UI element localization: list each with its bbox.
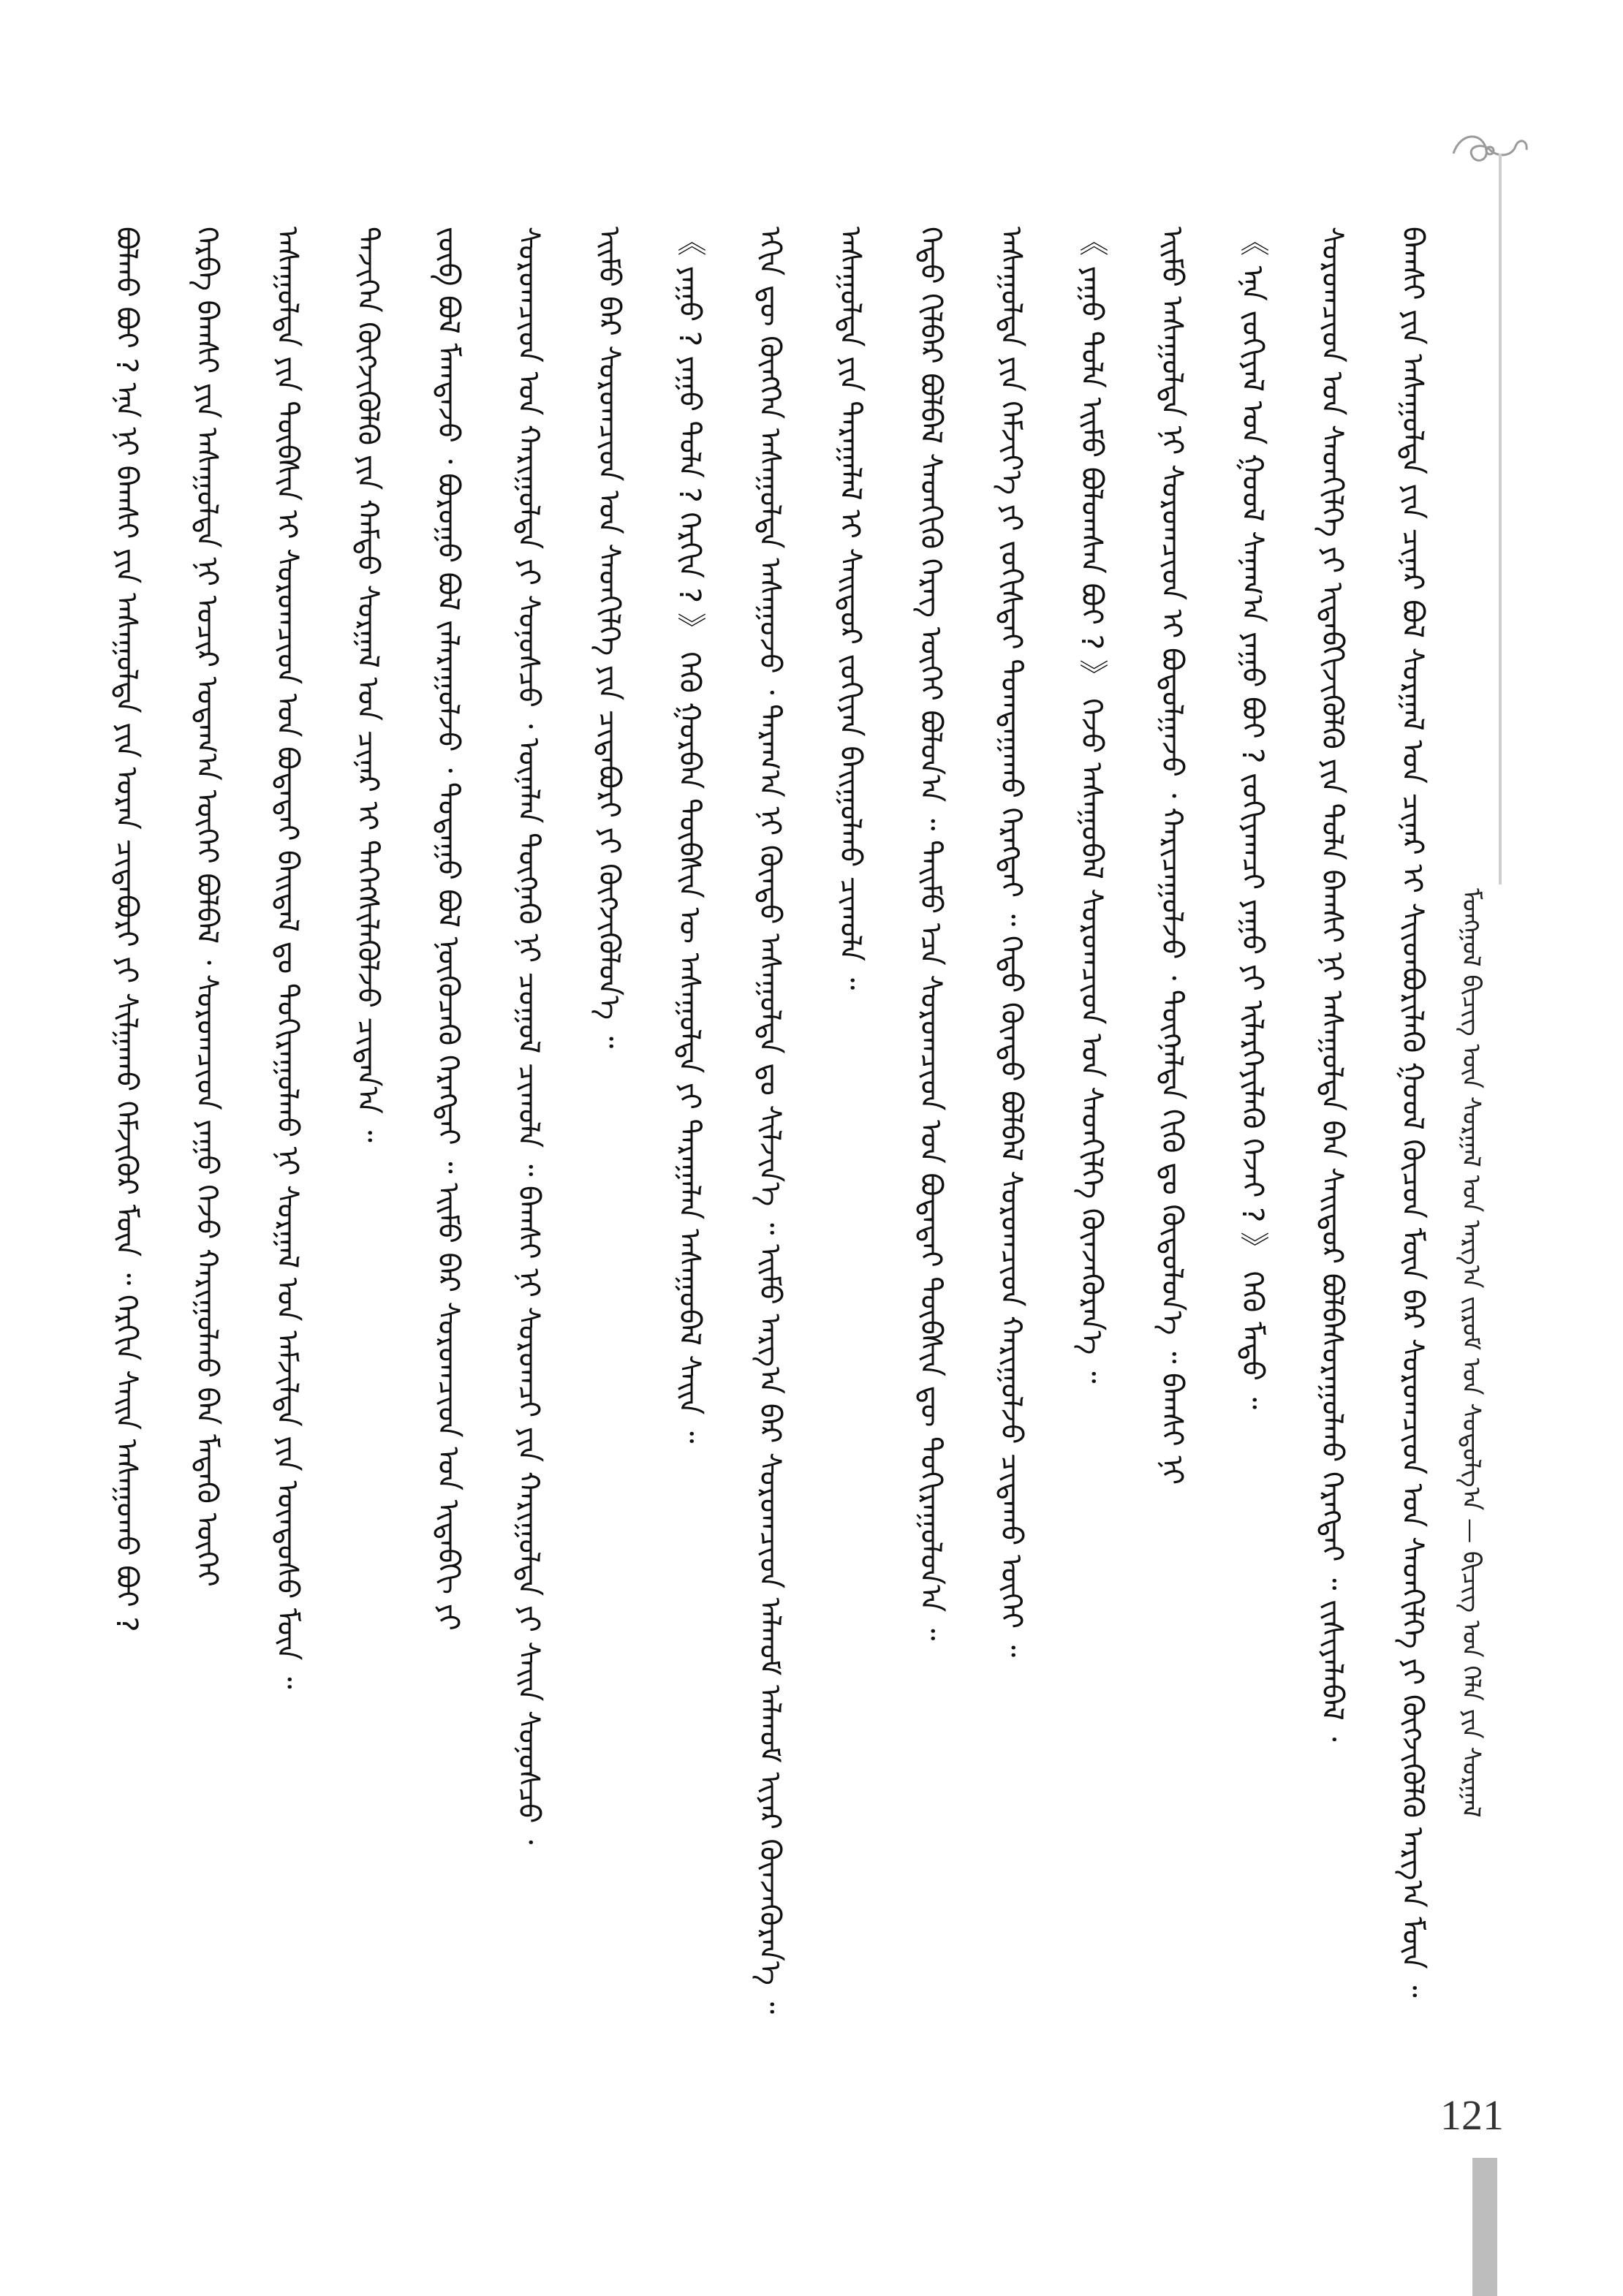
text-column: ᠡᠢᠮᠦ ᠠᠰᠠᠭᠤᠯᠲᠠ ᠨᠢ ᠰᠤᠷᠤᠭᠴᠢᠳ ᠢ ᠪᠣᠳᠣᠯᠭᠠᠵᠤ ᠂ ᠬᠠᠷᠢᠴᠠᠭᠤᠯᠵᠤ ᠂ ᠳᠦᠭᠨᠡᠯᠲᠡ ᠬᠢᠬᠦ ᠳᠤ ᠬᠥᠲᠦᠯᠦᠨ᠎ᠡ ᠃ ᠪᠠᠭᠰᠢ ᠨᠢ <box>1155 227 1189 1485</box>
text-column: ᠡᠢᠮᠦ ᠪᠠᠷ ᠰᠤᠷᠤᠭᠴᠢᠳ ᠤᠨ ᠰᠡᠳᠬᠢᠯᠭᠡ ᠶᠢᠨ ᠴᠢᠳᠠᠪᠤᠷᠢ ᠶᠢ ᠬᠥᠭᠵᠢᠭᠦᠯᠦᠨ᠎ᠡ ᠃ <box>592 227 626 1049</box>
text-column: ᠪᠠᠭᠰᠢ ᠶᠢᠨ ᠠᠰᠠᠭᠤᠯᠲᠠ ᠶᠢᠨ ᠴᠢᠨᠠᠷ ᠪᠣᠯ ᠰᠤᠷᠭᠠᠯ ᠤᠨ ᠴᠢᠨᠠᠷ ᠢ ᠰᠢᠢᠳᠪᠦᠷᠢᠯᠡᠬᠦ ᠭᠣᠣᠯ ᠬᠦᠴᠦᠨ ᠮᠥᠨ ᠪᠡᠷ ᠰᠤᠷᠤᠭᠴᠢᠳ ᠤᠨ ᠰᠡᠳᠬᠢᠯᠭᠡ ᠶᠢ ᠬᠥᠭᠵᠢᠭᠦᠯᠬᠦ ᠠᠷᠭ᠎ᠠ ᠮᠥᠨ ᠃ <box>1396 227 1429 1998</box>
text-column: ᠰᠤᠷᠤᠭᠴᠢᠳ ᠤᠨ ᠬᠠᠷᠢᠭᠤᠯᠲᠠ ᠶᠢ ᠰᠣᠨᠣᠰᠴᠤ ᠂ ᠦᠨᠡᠯᠡᠨ ᠳᠦᠭᠨᠡᠬᠦ ᠨᠢ ᠴᠤᠭᠤᠯ ᠴᠢᠬᠤᠯᠠ ᠃ ᠪᠠᠭᠰᠢ ᠨᠢ ᠰᠤᠷᠤᠭᠴᠢ ᠶᠢᠨ ᠬᠠᠷᠢᠭᠤᠯᠲᠠ ᠶᠢ ᠰᠠᠢᠨ ᠰᠣᠨᠣᠰᠴᠤ ᠂ <box>512 227 545 1845</box>
text-column: ᠬᠡᠷᠪᠡ ᠪᠠᠭᠰᠢ ᠶᠢᠨ ᠠᠰᠠᠭᠤᠯᠲᠠ ᠨᠢ ᠤᠴᠢᠷ ᠤᠲᠠᠭ᠎ᠠ ᠦᠭᠡᠢ ᠪᠣᠯᠪᠠᠯ ᠂ ᠰᠤᠷᠤᠭᠴᠢᠳ ᠶᠠᠭᠤ ᠭᠡᠵᠦ ᠬᠠᠷᠢᠭᠤᠯᠬᠤ ᠪᠠᠨ ᠮᠡᠳᠡᠬᠦ ᠦᠭᠡᠢ <box>190 227 224 1587</box>
text-column: 《 ᠶᠠᠭᠤ ᠲᠤᠯᠠ ᠡᠢᠮᠦ ᠪᠣᠯᠤᠭᠰᠠᠨ ᠪᠤᠢ ? 》 ᠭᠡᠵᠦ ᠠᠰᠠᠭᠤᠪᠠᠯ ᠰᠤᠷᠤᠭᠴᠢᠳ ᠤᠨ ᠰᠡᠳᠬᠢᠯᠭᠡ ᠭᠦᠨᠵᠡᠭᠦᠷᠡᠨ᠎ᠡ ᠃ <box>1075 227 1108 1384</box>
text-column: ᠬᠡᠲᠦ ᠬᠢᠯᠪᠠᠷ ᠪᠣᠯᠪᠠᠯ ᠰᠡᠳᠬᠢᠬᠦ ᠬᠡᠷᠡᠭ ᠦᠭᠡᠢ ᠪᠣᠯᠣᠨ᠎ᠠ ᠃ ᠲᠡᠢᠮᠦ ᠡᠴᠡ ᠰᠤᠷᠤᠭᠴᠢᠳ ᠤᠨ ᠪᠣᠳᠠᠳᠠᠢ ᠲᠥᠪᠰᠢᠨ ᠳᠦ ᠲᠣᠬᠢᠷᠠᠭᠤᠯᠤᠨ᠎ᠠ ᠃ <box>914 227 947 1641</box>
header-ornament-icon <box>1446 124 1534 175</box>
text-column: 《 ᠶᠠᠭᠤ ? ᠶᠠᠭᠤ ᠲᠤᠯᠠ ? ᠬᠡᠷᠬᠢᠨ ? 》 ᠭᠡᠬᠦ ᠭᠤᠷᠪᠠᠨ ᠲᠦᠪᠰᠢᠨ ᠦ ᠠᠰᠠᠭᠤᠯᠲᠠ ᠶᠢ ᠳᠠᠷᠠᠭᠠᠯᠠᠨ ᠠᠰᠠᠭᠤᠪᠠᠯ ᠰᠠᠢᠨ ᠃ <box>673 227 706 1444</box>
text-column: ᠠᠰᠠᠭᠤᠯᠲᠠ ᠶᠢᠨ ᠲᠦᠪᠰᠢᠨ ᠢ ᠰᠤᠷᠤᠭᠴᠢᠳ ᠤᠨ ᠪᠣᠳᠠᠳᠠᠢ ᠪᠠᠢᠳᠠᠯ ᠳᠤ ᠲᠣᠬᠢᠷᠠᠭᠤᠯᠬᠤ ᠨᠢ ᠰᠤᠷᠭᠠᠯ ᠤᠨ ᠠᠮᠵᠢᠯᠲᠠ ᠶᠢᠨ ᠦᠨᠳᠦᠰᠦ ᠮᠥᠨ ᠃ <box>270 227 304 1689</box>
text-column: ᠪᠣᠯᠬᠤ ᠪᠤᠢ ? ᠡᠨᠡ ᠨᠢ ᠪᠠᠭᠰᠢ ᠶᠢᠨ ᠠᠰᠠᠭᠤᠯᠲᠠ ᠶᠢᠨ ᠤᠷᠠᠨ ᠴᠢᠳᠠᠪᠤᠷᠢ ᠶᠢ ᠰᠢᠯᠭᠠᠬᠤ ᠬᠡᠮᠵᠢᠭᠦᠷ ᠮᠥᠨ ᠃ ᠬᠡᠷᠬᠢᠨ ᠰᠠᠢᠨ ᠠᠰᠠᠭᠤᠬᠤ ᠪᠤᠢ ? <box>110 227 143 1632</box>
text-column: ᠵᠥᠪ ᠪᠣᠯ ᠮᠠᠭᠲᠠᠵᠤ ᠂ ᠪᠤᠷᠤᠭᠤ ᠪᠣᠯ ᠵᠠᠯᠠᠷᠠᠭᠤᠯᠵᠤ ᠂ ᠳᠤᠲᠠᠭᠤ ᠪᠣᠯ ᠨᠥᠭᠥᠴᠡᠬᠦ ᠬᠡᠷᠡᠭᠲᠡᠢ ᠃ ᠡᠢᠮᠦ ᠪᠠᠷ ᠰᠤᠷᠤᠭᠴᠢᠳ ᠤᠨ ᠢᠳᠡᠪᠬᠢ ᠶᠢ <box>431 227 465 1631</box>
text-column: ᠠᠰᠠᠭᠤᠯᠲᠠ ᠶᠢᠨ ᠳᠠᠷᠠᠭᠠᠯᠠᠯ ᠢ ᠰᠠᠢᠲᠤᠷ ᠵᠣᠬᠢᠶᠠᠨ ᠪᠠᠢᠭᠤᠯᠬᠤ ᠴᠢᠬᠤᠯᠠ ᠃ <box>833 227 867 990</box>
text-column: ᠲᠡᠵᠢᠭᠡᠨ ᠬᠥᠭᠵᠢᠭᠦᠯᠬᠦ ᠶᠢᠨ ᠬᠠᠮᠲᠤ ᠰᠤᠷᠭᠠᠯ ᠤᠨ ᠴᠢᠨᠠᠷ ᠢ ᠳᠡᠭᠡᠭᠰᠢᠯᠡᠭᠦᠯᠵᠦ ᠴᠢᠳᠠᠨ᠎ᠠ ᠃ <box>351 227 385 1143</box>
text-column: ᠡᠬᠢᠨ ᠳᠦ ᠬᠥᠩᠭᠡᠨ ᠠᠰᠠᠭᠤᠯᠲᠠ ᠠᠰᠠᠭᠤᠵᠤ ᠂ ᠳᠠᠷᠠᠭ᠎ᠠ ᠨᠢ ᠬᠦᠨᠳᠦ ᠠᠰᠠᠭᠤᠯᠲᠠ ᠳᠤ ᠰᠢᠯᠵᠢᠨ᠎ᠡ ᠃ ᠡᠢᠮᠦ ᠠᠷᠭ᠎ᠠ ᠪᠠᠷ ᠰᠤᠷᠤᠭᠴᠢᠳ ᠠᠯᠬᠤᠮ ᠠᠯᠬᠤᠮ ᠢᠶᠠᠷ ᠭᠦᠨᠵᠡᠭᠦᠷᠡᠨ᠎ᠡ ᠃ <box>753 227 787 2015</box>
page-number: 121 <box>1440 2091 1504 2139</box>
thumb-tab <box>1472 2158 1497 2296</box>
text-column: ᠰᠤᠷᠤᠭᠴᠢᠳ ᠤᠨ ᠰᠡᠳᠬᠢᠯᠭᠡ ᠶᠢ ᠢᠳᠡᠪᠬᠢᠵᠢᠭᠦᠯᠬᠦ ᠶᠢᠨ ᠲᠤᠯᠠ ᠪᠠᠭᠰᠢ ᠨᠢ ᠠᠰᠠᠭᠤᠯᠲᠠ ᠪᠠᠨ ᠰᠠᠢᠲᠤᠷ ᠪᠣᠯᠪᠠᠰᠤᠷᠠᠭᠤᠯᠬᠤ ᠬᠡᠷᠡᠭᠲᠡᠢ ᠃ ᠵᠢᠱᠢᠶᠡᠯᠡᠪᠡᠯ ᠂ <box>1315 227 1349 1742</box>
text-column: 《 ᠡᠨᠡ ᠵᠣᠬᠢᠶᠠᠯ ᠤᠨ ᠭᠣᠣᠯ ᠰᠠᠨᠠᠭ᠎ᠠ ᠶᠠᠭᠤ ᠪᠤᠢ ? ᠵᠣᠬᠢᠶᠠᠭᠴᠢ ᠶᠠᠭᠤ ᠶᠢ ᠢᠯᠡᠷᠬᠡᠶᠢᠯᠡᠬᠦ ᠭᠡᠵᠡᠢ ? 》 ᠭᠡᠬᠦ ᠮᠡᠲᠦ ᠃ <box>1236 227 1269 1410</box>
text-column: ᠠᠰᠠᠭᠤᠯᠲᠠ ᠶᠢᠨ ᠬᠡᠮᠵᠢᠶ᠎ᠡ ᠶᠢ ᠵᠣᠬᠢᠰᠲᠠᠢ ᠲᠣᠭᠲᠠᠭᠠᠬᠤ ᠬᠡᠷᠡᠭᠲᠡᠢ ᠃ ᠬᠡᠲᠦ ᠬᠦᠨᠳᠦ ᠪᠣᠯᠪᠠᠯ ᠰᠤᠷᠤᠭᠴᠢᠳ ᠬᠠᠷᠢᠭᠤᠯᠵᠤ ᠴᠢᠳᠠᠬᠤ ᠦᠭᠡᠢ ᠃ <box>994 227 1028 1658</box>
running-header: ᠮᠣᠩᠭᠣᠯ ᠪᠢᠴᠢᠭ᠌ ᠦᠨ ᠰᠤᠷᠭᠠᠯ ᠤᠨ ᠠᠷᠭ᠎ᠠ ᠵᠢᠷᠤᠮ ᠤᠨ ᠰᠤᠳᠤᠯᠭ᠎ᠠ — ᠪᠢᠴᠢᠭ᠌ ᠤᠨ ᠬᠡᠯᠡ ᠶᠢᠨ ᠰᠤᠷᠭᠠᠯ <box>1456 888 1486 1818</box>
body-text <box>0 227 1623 2200</box>
